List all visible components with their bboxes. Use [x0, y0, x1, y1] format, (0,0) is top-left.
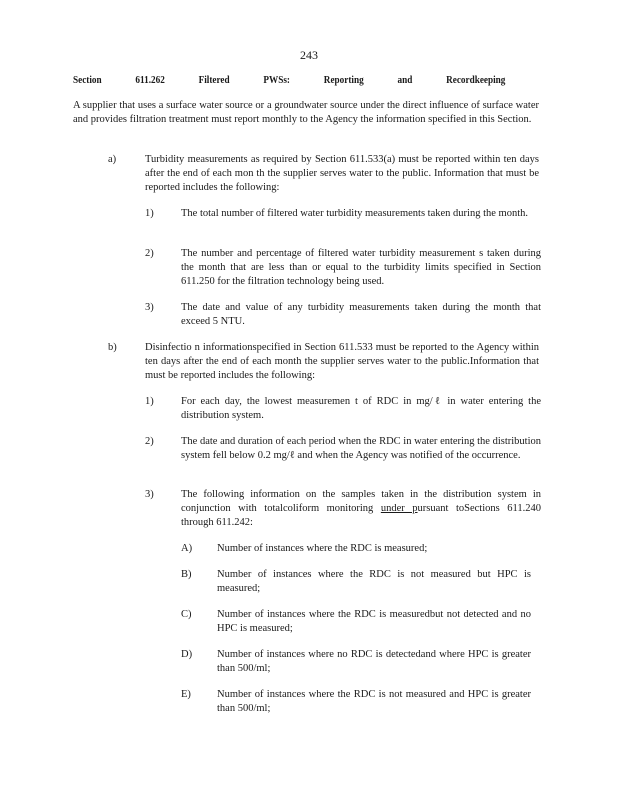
item-text	[181, 488, 541, 530]
item-text-part: The following information on the samples taken in the distribution system in conjunction with totalcoliform monitoring	[181, 489, 541, 514]
subitem-label: B)	[181, 569, 192, 580]
subitem-text: Number of instances where the RDC is measured;	[217, 543, 428, 554]
page-number: 243	[300, 48, 318, 62]
subitem-text: Number of instances where no RDC is detectedand where HPC is greater than 500/ml;	[217, 649, 531, 674]
subitem-label: A)	[181, 543, 193, 554]
item-label: 3)	[145, 489, 154, 500]
heading-section: Section	[73, 75, 102, 86]
heading-number: 611.262	[135, 75, 165, 86]
subsection-b-text: Disinfectio n informationspecified in Section 611.533 must be reported to the Agency within ten days after the end of each month the supplier serves water to the public.Information that must be reported includes the following:	[145, 342, 539, 381]
item-text: The date and value of any turbidity measurements taken during the month that exceed 5 NTU.	[181, 302, 541, 327]
item-label: 2)	[145, 248, 154, 259]
subitem-text: Number of instances where the RDC is measuredbut not detected and no HPC is measured;	[217, 609, 531, 634]
heading-word: and	[397, 75, 413, 86]
item-text: The number and percentage of filtered water turbidity measurement s taken during the month that are less than or equal to the turbidity limits specified in Section 611.250 for the filtration technology being used.	[181, 248, 541, 287]
subsection-a-text: Turbidity measurements as required by Section 611.533(a) must be reported within ten days after the end of each mon th the supplier serves water to the public. Information that must be reported includes the following:	[145, 154, 539, 193]
subsection-a-label: a)	[108, 154, 117, 165]
item-label: 2)	[145, 436, 154, 447]
heading-word: Filtered	[198, 75, 230, 86]
item-label: 3)	[145, 302, 154, 313]
item-label: 1)	[145, 208, 154, 219]
item-text: The total number of filtered water turbidity measurements taken during the month.	[181, 208, 528, 219]
underlined-text: under p	[380, 503, 418, 514]
item-text-part: ursuant toSections 611.240 through 611.242:	[181, 503, 541, 528]
subitem-label: E)	[181, 689, 191, 700]
subsection-b-label: b)	[108, 342, 117, 353]
subitem-text: Number of instances where the RDC is not measured but HPC is measured;	[217, 569, 531, 594]
item-label: 1)	[145, 396, 154, 407]
subitem-label: C)	[181, 609, 192, 620]
intro-paragraph: A supplier that uses a surface water source or a groundwater source under the direct influence of surface water and provides filtration treatment must report monthly to the Agency the information specified in this Section.	[73, 100, 539, 125]
heading-word: PWSs:	[263, 75, 291, 86]
item-text: The date and duration of each period when the RDC in water entering the distribution system fell below 0.2 mg/ℓ and when the Agency was notified of the occurrence.	[181, 436, 541, 461]
subitem-label: D)	[181, 649, 193, 660]
item-text: For each day, the lowest measuremen t of RDC in mg/ℓ in water entering the distribution system.	[181, 396, 541, 421]
section-heading	[73, 75, 505, 86]
heading-word: Recordkeeping	[446, 75, 506, 86]
heading-word: Reporting	[323, 75, 364, 86]
subitem-text: Number of instances where the RDC is not measured and HPC is greater than 500/ml;	[217, 689, 531, 714]
